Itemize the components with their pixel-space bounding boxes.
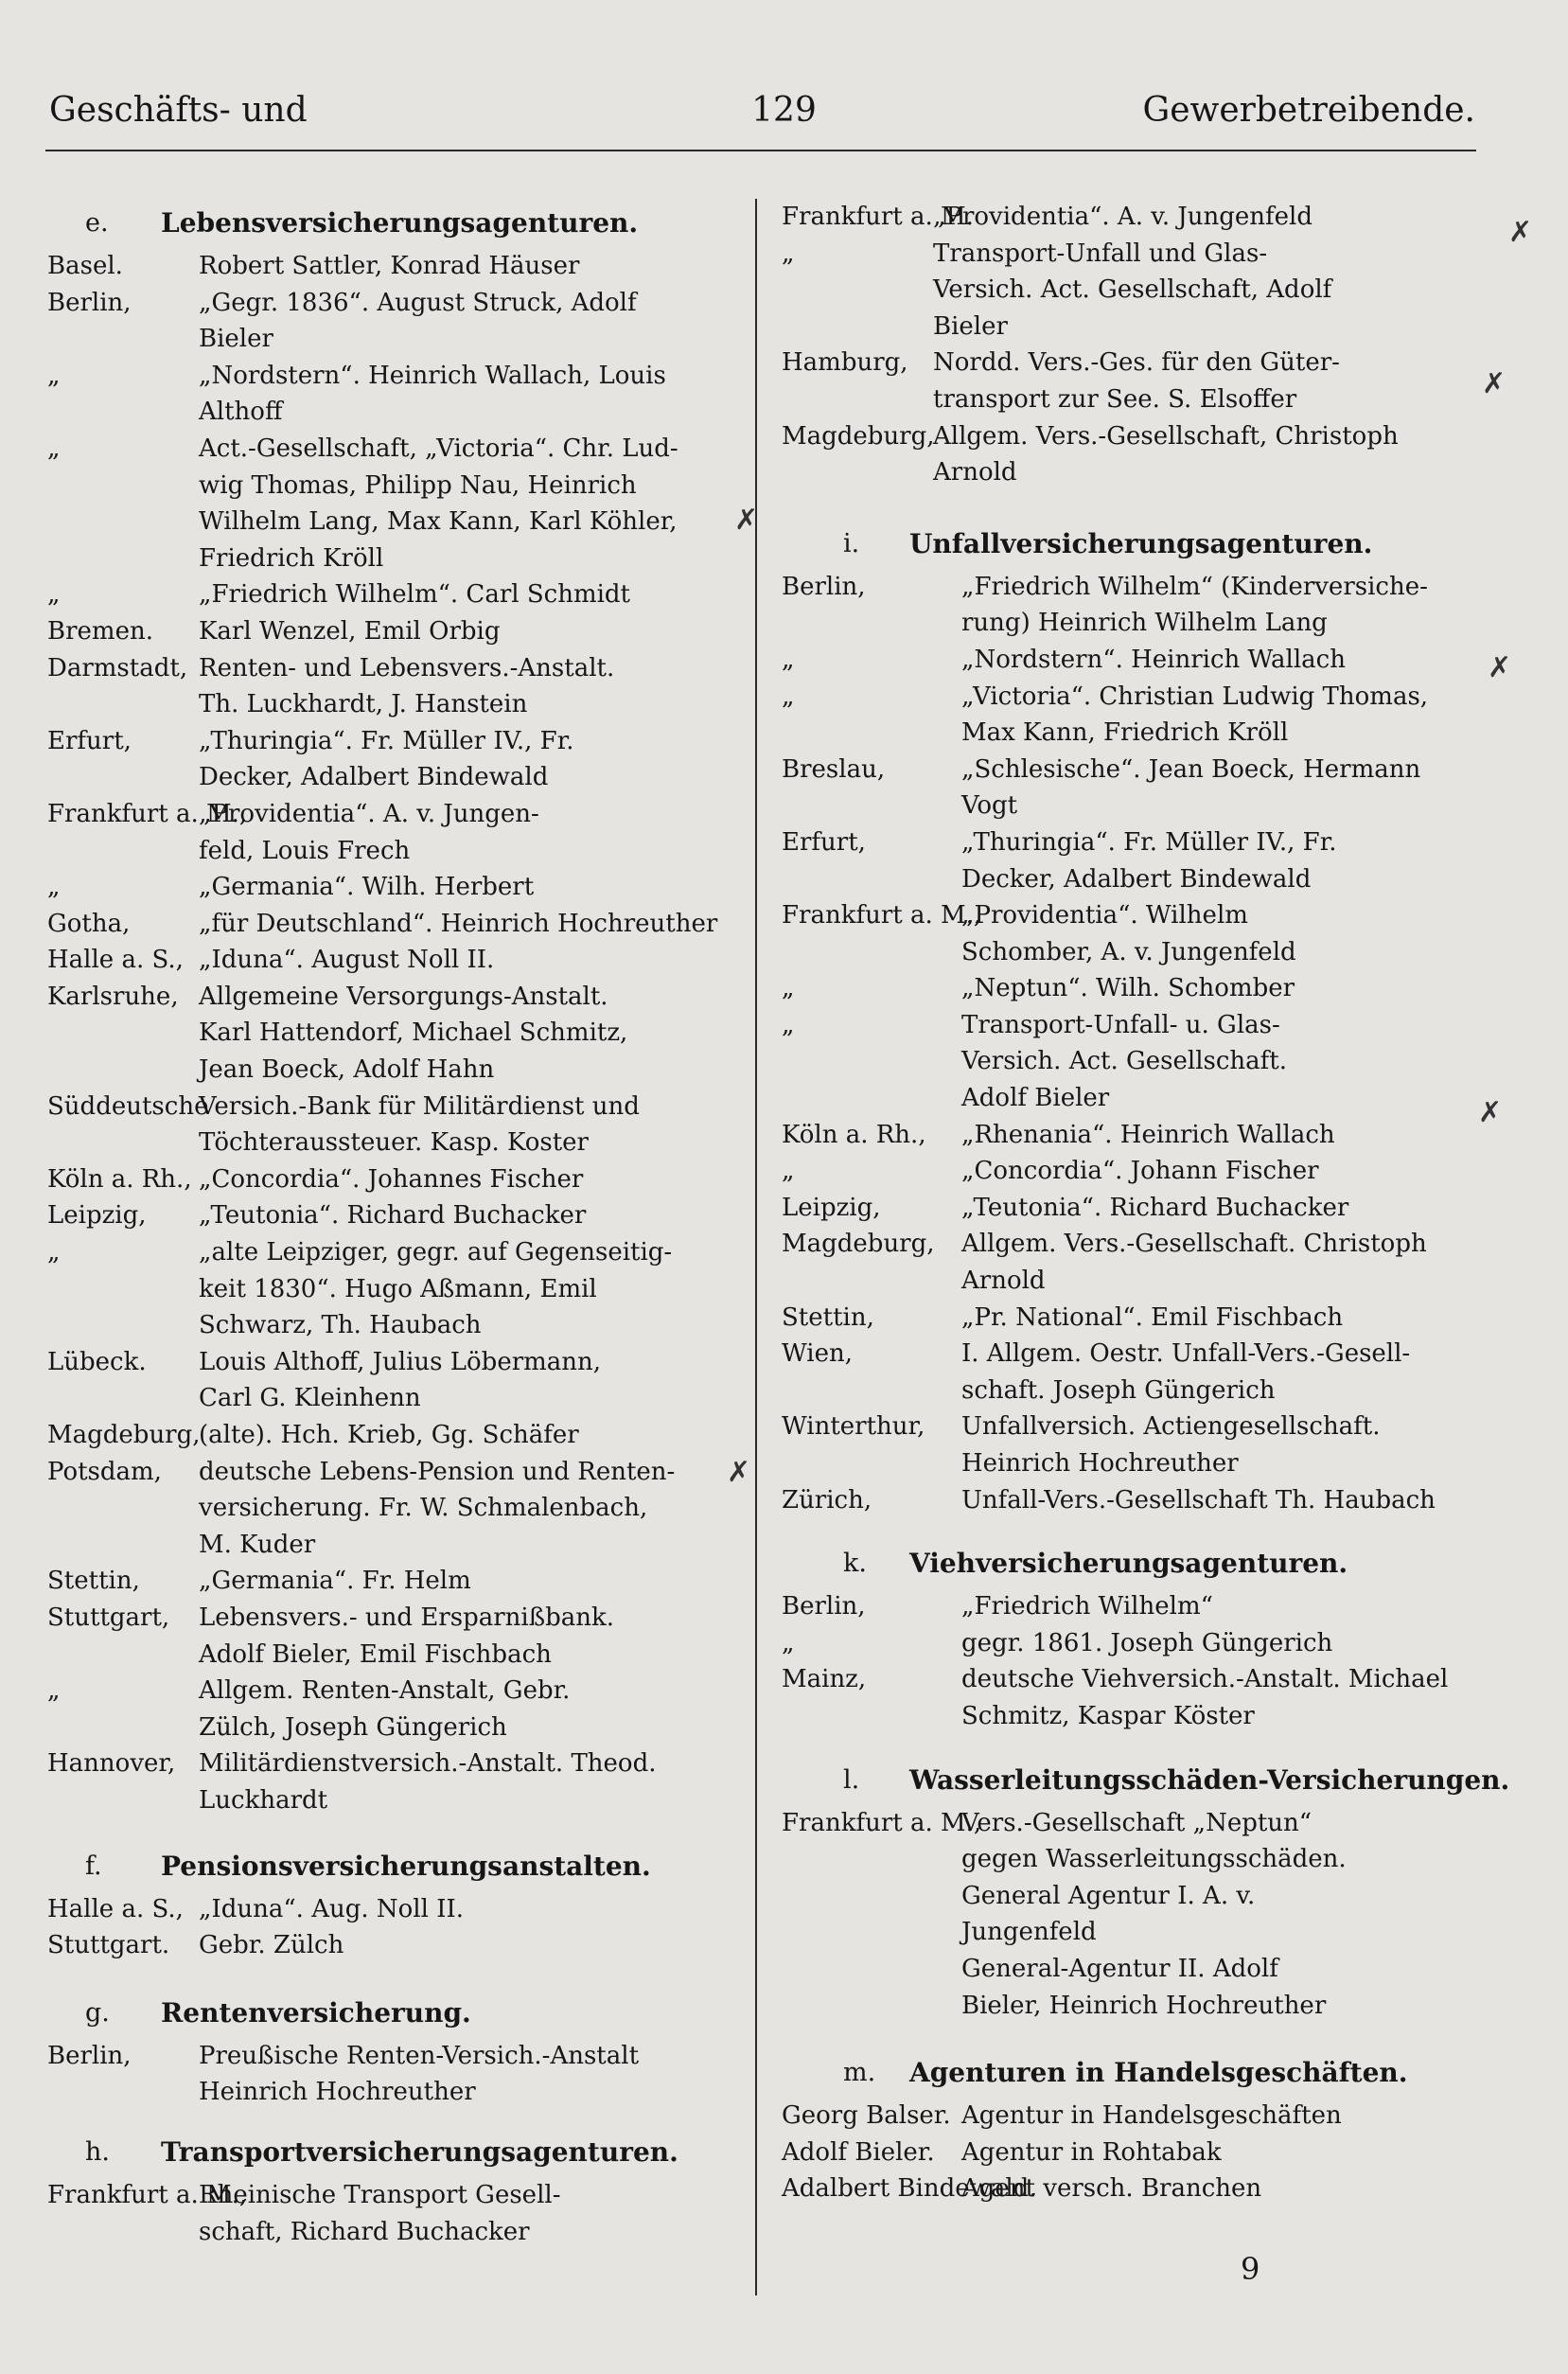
entry-text: Adolf Bieler, Emil Fischbach [199, 1639, 552, 1669]
running-head-left: Geschäfts- und [49, 91, 308, 130]
entry-location: Karlsruhe, [47, 982, 179, 1011]
entry-line [782, 569, 1474, 606]
entry-text: Nordd. Vers.-Ges. für den Güter- [933, 348, 1340, 378]
entry-location: Basel. [47, 252, 123, 280]
entry-location: Bremen. [47, 616, 153, 646]
section-title: Pensionsversicherungsanstalten. [161, 1850, 651, 1882]
entry-line [47, 1161, 736, 1198]
entry-text: Transport-Unfall- u. Glas- [961, 1010, 1280, 1039]
entry-line [782, 1841, 1474, 1878]
entry-text: Act.-Gesellschaft, „Victoria“. Chr. Lud- [199, 434, 678, 463]
entry-text: Bieler [933, 311, 1008, 341]
section-title: Viehversicherungsagenturen. [909, 1548, 1348, 1580]
entry-line [782, 897, 1474, 934]
entry-text: Adolf Bieler [961, 1084, 1110, 1113]
entry-text: „Schlesische“. Jean Boeck, Hermann [961, 754, 1421, 784]
entry-location: Frankfurt a. M., [782, 901, 982, 930]
entry-line [47, 1344, 736, 1381]
entry-line [782, 1951, 1474, 1988]
entry-text: gegen Wasserleitungsschäden. [961, 1845, 1347, 1874]
entry-text: „Friedrich Wilhelm“ [961, 1592, 1213, 1621]
entry-line [782, 1007, 1474, 1044]
entry-line [47, 1380, 736, 1417]
section-letter: l. [843, 1764, 860, 1795]
entry-location: Hamburg, [782, 348, 908, 378]
entry-text: „Providentia“. A. v. Jungen- [199, 799, 539, 828]
entry-text: Carl G. Kleinhenn [199, 1384, 421, 1413]
entry-location: Magdeburg, [782, 1230, 935, 1259]
entry-line [47, 1891, 736, 1928]
section-gap [47, 1819, 736, 1842]
left-column [47, 199, 736, 2250]
entry-location: Potsdam, [47, 1457, 162, 1486]
entry-text: Jungenfeld [961, 1918, 1097, 1947]
entry-line [47, 833, 736, 870]
entry-location: Frankfurt a. M. [782, 203, 974, 231]
entry-location: „ [47, 1238, 61, 1267]
entry-text: Robert Sattler, Konrad Häuser [199, 252, 580, 280]
entry-text: Preußische Renten-Versich.-Anstalt [199, 2041, 640, 2070]
entry-text: „Nordstern“. Heinrich Wallach [961, 645, 1346, 674]
entry-text: Unfallversich. Actiengesellschaft. [961, 1412, 1381, 1442]
entry-location: „ [782, 645, 795, 674]
entry-location: Leipzig, [47, 1201, 147, 1231]
entry-location: Breslau, [782, 754, 886, 784]
entry-location: Halle a. S., [47, 946, 184, 975]
page-number: 129 [751, 91, 817, 130]
entry-line [47, 869, 736, 906]
entry-text: „Thuringia“. Fr. Müller IV., Fr. [961, 827, 1337, 857]
entry-location: Lübeck. [47, 1347, 147, 1376]
entry-location: „ [782, 239, 795, 268]
entry-location: Erfurt, [47, 726, 132, 755]
entry-text: rung) Heinrich Wilhelm Lang [961, 609, 1328, 638]
entry-line [47, 1125, 736, 1161]
section-heading [782, 2048, 1474, 2098]
entry-text: deutsche Viehversich.-Anstalt. Michael [961, 1665, 1449, 1694]
entry-line [782, 934, 1474, 971]
margin-check-mark: ✗ [734, 504, 759, 537]
entry-line [782, 2098, 1474, 2135]
entry-location: Magdeburg, [47, 1421, 201, 1449]
entry-location: Halle a. S., [47, 1894, 184, 1923]
section-gap [782, 2024, 1474, 2048]
entry-line [782, 605, 1474, 642]
entry-line [47, 723, 736, 760]
section-heading [47, 1842, 736, 1891]
entry-text: Transport-Unfall und Glas- [933, 239, 1268, 268]
entry-line [782, 2135, 1474, 2171]
entry-line [782, 1878, 1474, 1915]
entry-line [47, 1089, 736, 1125]
entry-text: General-Agentur II. Adolf [961, 1954, 1278, 1983]
entry-text: transport zur See. S. Elsoffer [933, 384, 1297, 414]
entry-line [782, 1408, 1474, 1445]
entry-text: Allgem. Vers.-Gesellschaft. Christoph [961, 1230, 1427, 1259]
section-gap [782, 1735, 1474, 1756]
entry-line [782, 1914, 1474, 1951]
entry-line [782, 1226, 1474, 1263]
entry-location: „ [47, 361, 61, 390]
entry-text: Decker, Adalbert Bindewald [199, 763, 549, 792]
entry-line [782, 1988, 1474, 2025]
entry-text: Gebr. Zülch [199, 1931, 344, 1960]
entry-text: Bieler, Heinrich Hochreuther [961, 1991, 1327, 2020]
section-heading [47, 2128, 736, 2177]
entry-line [782, 1805, 1474, 1842]
entry-line [782, 1445, 1474, 1482]
entry-text: M. Kuder [199, 1530, 316, 1559]
entry-text: Renten- und Lebensvers.-Anstalt. [199, 653, 615, 682]
entry-location: „ [782, 682, 795, 711]
entry-text: „Victoria“. Christian Ludwig Thomas, [961, 682, 1429, 711]
entry-line [782, 381, 1474, 418]
section-title: Rentenversicherung. [161, 1996, 471, 2029]
margin-check-mark: ✗ [1478, 1096, 1503, 1129]
entry-location: Köln a. Rh., [47, 1164, 192, 1194]
entry-location: „ [782, 1010, 795, 1039]
entry-location: Stettin, [782, 1302, 874, 1332]
section-gap [47, 1964, 736, 1989]
entry-location: Leipzig, [782, 1193, 881, 1222]
entry-text: „Germania“. Fr. Helm [199, 1567, 471, 1596]
section-heading [782, 520, 1474, 569]
entry-text: „für Deutschland“. Heinrich Hochreuther [199, 909, 718, 938]
entry-text: Arnold [933, 458, 1017, 487]
entry-line [782, 824, 1474, 861]
entry-text: Friedrich Kröll [199, 543, 384, 573]
section-title: Lebensversicherungsagenturen. [161, 207, 639, 239]
margin-check-mark: ✗ [1482, 367, 1506, 400]
entry-text: Versich. Act. Gesellschaft, Adolf [933, 275, 1332, 305]
entry-line [782, 345, 1474, 381]
entry-text: Karl Wenzel, Emil Orbig [199, 616, 501, 646]
entry-text: „Iduna“. Aug. Noll II. [199, 1894, 464, 1923]
entry-line [47, 650, 736, 687]
entry-line [782, 236, 1474, 273]
entry-text: Luckhardt [199, 1785, 328, 1815]
entry-line [782, 752, 1474, 788]
entry-location: Winterthur, [782, 1412, 925, 1442]
entry-location: Mainz, [782, 1665, 867, 1694]
entry-text: Wilhelm Lang, Max Kann, Karl Köhler, [199, 507, 678, 537]
entry-line [782, 679, 1474, 716]
entry-text: Karl Hattendorf, Michael Schmitz, [199, 1019, 628, 1048]
entry-location: „ [782, 1157, 795, 1186]
section-letter: g. [85, 1997, 110, 2028]
entry-location: „ [47, 434, 61, 463]
entry-text: Allgem. Renten-Anstalt, Gebr. [199, 1676, 571, 1706]
entry-line [47, 2074, 736, 2111]
entry-text: „Concordia“. Johannes Fischer [199, 1164, 584, 1194]
entry-line [47, 1927, 736, 1964]
entry-line [47, 540, 736, 577]
entry-text: Allgem. Vers.-Gesellschaft, Christoph [933, 421, 1399, 451]
entry-line [782, 1153, 1474, 1190]
entry-text: Zülch, Joseph Güngerich [199, 1712, 507, 1742]
entry-line [47, 1563, 736, 1600]
entry-line [782, 1117, 1474, 1154]
section-gap [47, 2111, 736, 2128]
entry-text: Decker, Adalbert Bindewald [961, 864, 1312, 894]
entry-text: Töchteraussteuer. Kasp. Koster [199, 1128, 589, 1158]
entry-line [47, 2214, 736, 2251]
entry-text: Versich.-Bank für Militärdienst und [199, 1091, 640, 1121]
entry-line [47, 358, 736, 395]
entry-text: „Teutonia“. Richard Buchacker [961, 1193, 1349, 1222]
section-letter: i. [843, 528, 860, 558]
entry-text: Heinrich Hochreuther [199, 2078, 476, 2107]
entry-line [47, 1234, 736, 1271]
entry-text: „alte Leipziger, gegr. auf Gegenseitig- [199, 1238, 673, 1267]
entry-location: Adalbert Bindewald. [782, 2174, 1037, 2204]
entry-location: Stettin, [47, 1567, 140, 1596]
entry-location: Frankfurt a. M., [47, 2180, 248, 2209]
entry-text: Agent versch. Branchen [961, 2174, 1262, 2204]
entry-line [47, 1637, 736, 1674]
entry-location: „ [782, 974, 795, 1003]
entry-location: Gotha, [47, 909, 131, 938]
section-heading [47, 1989, 736, 2038]
entry-line [782, 1336, 1474, 1373]
entry-line [782, 715, 1474, 752]
entry-text: versicherung. Fr. W. Schmalenbach, [199, 1494, 648, 1523]
entry-location: Berlin, [47, 288, 132, 317]
entry-text: „Neptun“. Wilh. Schomber [961, 974, 1295, 1003]
entry-text: Jean Boeck, Adolf Hahn [199, 1055, 495, 1085]
section-heading [782, 1539, 1474, 1588]
entry-text: Lebensvers.- und Ersparnißbank. [199, 1603, 614, 1632]
entry-location: „ [47, 873, 61, 902]
entry-text: General Agentur I. A. v. [961, 1881, 1256, 1910]
entry-text: „Rhenania“. Heinrich Wallach [961, 1120, 1335, 1149]
margin-check-mark: ✗ [727, 1456, 751, 1489]
section-gap [782, 1518, 1474, 1539]
entry-location: Berlin, [782, 1592, 866, 1621]
entry-text: schaft. Joseph Güngerich [961, 1375, 1276, 1405]
entry-text: Vers.-Gesellschaft „Neptun“ [961, 1808, 1313, 1837]
section-heading [782, 1756, 1510, 1805]
entry-line [47, 796, 736, 833]
entry-text: „Friedrich Wilhelm“ (Kinderversiche- [961, 572, 1428, 601]
entry-text: Unfall-Vers.-Gesellschaft Th. Haubach [961, 1485, 1436, 1515]
entry-line [47, 468, 736, 505]
entry-line [782, 2170, 1474, 2207]
entry-line [782, 1698, 1474, 1735]
entry-text: „Gegr. 1836“. August Struck, Adolf [199, 288, 637, 317]
signature-mark: 9 [1241, 2251, 1260, 2287]
section-letter: f. [85, 1851, 102, 1881]
entry-location: Magdeburg, [782, 421, 935, 451]
section-gap [782, 491, 1474, 520]
section-heading [47, 199, 736, 248]
entry-text: „Providentia“. A. v. Jungenfeld [933, 203, 1313, 231]
entry-line [782, 1588, 1474, 1625]
margin-check-mark: ✗ [1508, 216, 1533, 249]
entry-line [782, 1080, 1474, 1117]
entry-location: Stuttgart, [47, 1603, 170, 1632]
entry-line [782, 309, 1474, 345]
entry-line [782, 1482, 1474, 1519]
entry-text: Agentur in Handelsgeschäften [961, 2101, 1342, 2131]
entry-location: Adolf Bieler. [782, 2137, 935, 2167]
entry-text: I. Allgem. Oestr. Unfall-Vers.-Gesell- [961, 1339, 1411, 1369]
entry-text: (alte). Hch. Krieb, Gg. Schäfer [199, 1421, 579, 1449]
entry-line [47, 431, 736, 468]
entry-line [782, 970, 1474, 1007]
running-head-right: Gewerbetreibende. [1142, 91, 1475, 130]
entry-line [47, 1673, 736, 1710]
entry-line [47, 1307, 736, 1344]
entry-line [47, 1271, 736, 1308]
entry-text: Agentur in Rohtabak [961, 2137, 1222, 2167]
entry-text: Max Kann, Friedrich Kröll [961, 718, 1289, 748]
entry-line [47, 1015, 736, 1052]
entry-line [47, 2177, 736, 2214]
entry-text: Rheinische Transport Gesell- [199, 2180, 561, 2209]
right-column [782, 199, 1510, 2207]
entry-text: Louis Althoff, Julius Löbermann, [199, 1347, 602, 1376]
entry-text: Heinrich Hochreuther [961, 1449, 1239, 1478]
section-letter: m. [843, 2058, 876, 2088]
entry-text: deutsche Lebens-Pension und Renten- [199, 1457, 676, 1486]
entry-line [782, 1043, 1474, 1080]
entry-line [782, 642, 1474, 679]
entry-line [47, 1490, 736, 1527]
entry-text: „Pr. National“. Emil Fischbach [961, 1302, 1344, 1332]
entry-line [47, 285, 736, 322]
margin-check-mark: ✗ [1488, 651, 1512, 684]
entry-text: keit 1830“. Hugo Aßmann, Emil [199, 1274, 597, 1303]
entry-location: Frankfurt a. M., [782, 1808, 982, 1837]
entry-location: Wien, [782, 1339, 853, 1369]
entry-line [47, 2038, 736, 2075]
entry-text: Schomber, A. v. Jungenfeld [961, 937, 1296, 966]
entry-line [782, 861, 1474, 898]
entry-line [782, 1661, 1474, 1698]
entry-line [782, 272, 1474, 309]
entry-line [47, 1417, 736, 1454]
entry-text: Arnold [961, 1267, 1046, 1296]
entry-text: Th. Luckhardt, J. Hanstein [199, 690, 528, 719]
entry-text: schaft, Richard Buchacker [199, 2217, 530, 2246]
entry-line [47, 1527, 736, 1564]
entry-line [782, 454, 1474, 491]
entry-location: Köln a. Rh., [782, 1120, 926, 1149]
section-title: Agenturen in Handelsgeschäften. [909, 2057, 1408, 2089]
entry-line [47, 1454, 736, 1491]
entry-location: Zürich, [782, 1485, 872, 1515]
entry-location: „ [47, 1676, 61, 1706]
entry-location: „ [782, 1628, 795, 1657]
entry-location: Georg Balser. [782, 2101, 951, 2131]
section-letter: k. [843, 1549, 867, 1579]
entry-line [47, 504, 736, 540]
section-letter: h. [85, 2136, 110, 2167]
entry-location: Süddeutsche [47, 1091, 209, 1121]
section-title: Wasserleitungsschäden-Versicherungen. [909, 1763, 1510, 1796]
entry-location: Erfurt, [782, 827, 866, 857]
entry-location: Berlin, [782, 572, 866, 601]
entry-text: Versich. Act. Gesellschaft. [961, 1047, 1288, 1076]
entry-text: „Iduna“. August Noll II. [199, 946, 495, 975]
entry-line [47, 1197, 736, 1234]
entry-line [47, 942, 736, 979]
entry-line [782, 1625, 1474, 1662]
entry-text: feld, Louis Frech [199, 836, 411, 865]
header-rule [45, 150, 1476, 151]
entry-text: Bieler [199, 325, 273, 354]
entry-line [47, 576, 736, 613]
entry-line [47, 1782, 736, 1819]
entry-text: wig Thomas, Philipp Nau, Heinrich [199, 470, 637, 500]
entry-text: „Teutonia“. Richard Buchacker [199, 1201, 587, 1231]
entry-line [47, 686, 736, 723]
entry-line [782, 1190, 1474, 1227]
entry-text: „Nordstern“. Heinrich Wallach, Louis [199, 361, 666, 390]
entry-line [782, 199, 1474, 236]
entry-text: Althoff [199, 398, 283, 427]
entry-line [47, 1710, 736, 1746]
entry-text: Schwarz, Th. Haubach [199, 1311, 482, 1340]
entry-location: Darmstadt, [47, 653, 188, 682]
entry-line [47, 1745, 736, 1782]
section-title: Transportversicherungsagenturen. [161, 2135, 678, 2168]
entry-line [47, 906, 736, 943]
entry-line [47, 1052, 736, 1089]
entry-line [47, 321, 736, 358]
entry-text: Allgemeine Versorgungs-Anstalt. [199, 982, 608, 1011]
entry-text: Vogt [961, 791, 1018, 821]
entry-location: Hannover, [47, 1749, 176, 1779]
entry-text: „Providentia“. Wilhelm [961, 901, 1248, 930]
section-letter: e. [85, 208, 109, 238]
entry-line [47, 613, 736, 650]
entry-line [47, 1600, 736, 1637]
entry-location: Stuttgart. [47, 1931, 170, 1960]
entry-line [47, 394, 736, 431]
entry-location: Berlin, [47, 2041, 132, 2070]
entry-line [47, 759, 736, 796]
entry-location: „ [47, 580, 61, 610]
entry-text: Schmitz, Kaspar Köster [961, 1701, 1255, 1730]
entry-text: „Thuringia“. Fr. Müller IV., Fr. [199, 726, 574, 755]
entry-text: „Germania“. Wilh. Herbert [199, 873, 535, 902]
entry-text: Militärdienstversich.-Anstalt. Theod. [199, 1749, 657, 1779]
entry-line [782, 1373, 1474, 1409]
entry-text: gegr. 1861. Joseph Güngerich [961, 1628, 1333, 1657]
entry-line [782, 418, 1474, 455]
entry-text: „Concordia“. Johann Fischer [961, 1157, 1319, 1186]
entry-line [47, 979, 736, 1016]
entry-line [782, 1263, 1474, 1300]
entry-location: Frankfurt a. M., [47, 799, 248, 828]
entry-line [782, 788, 1474, 824]
entry-text: „Friedrich Wilhelm“. Carl Schmidt [199, 580, 631, 610]
entry-line [782, 1300, 1474, 1337]
entry-line [47, 248, 736, 285]
section-title: Unfallversicherungsagenturen. [909, 527, 1373, 559]
